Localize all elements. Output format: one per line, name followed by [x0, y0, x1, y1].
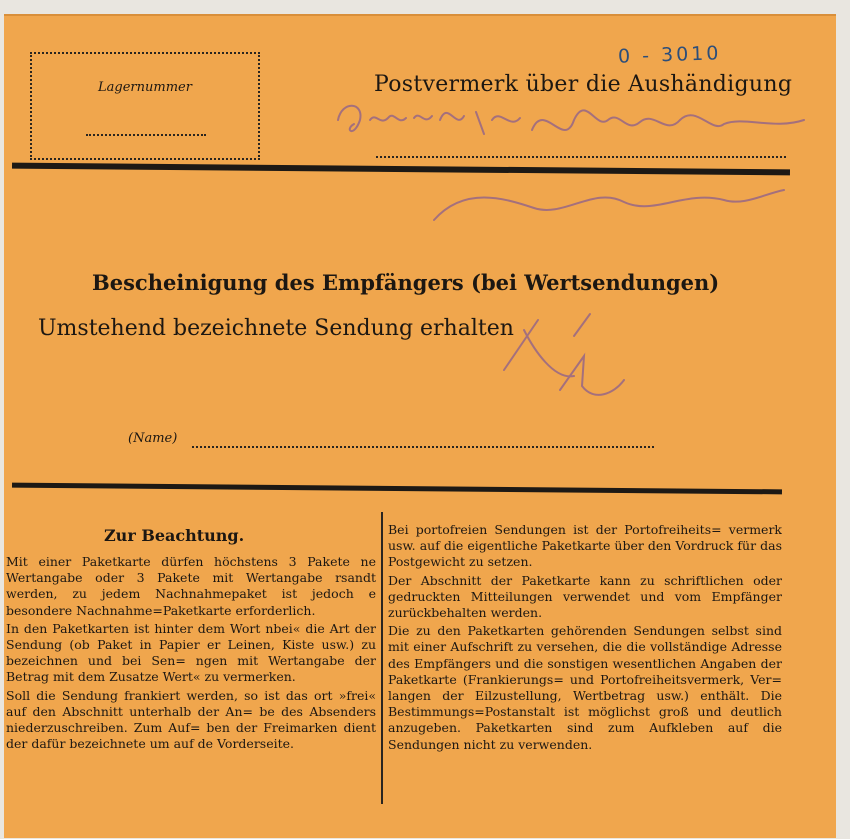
lagernummer-dotted-line — [86, 134, 206, 136]
right-notes-column — [388, 522, 782, 755]
right-paragraph: Bei portofreien Sendungen ist der Portofreiheits= vermerk usw. auf die eigentliche Paketkarte über den Vordruck für das Postgewicht zu setzen. — [388, 522, 782, 570]
name-label: (Name) — [128, 431, 178, 446]
parcel-card — [4, 14, 836, 838]
lagernummer-box — [30, 52, 260, 160]
left-paragraph: In den Paketkarten ist hinter dem Wort nbei« die Art der Sendung (ob Paket in Papier er Leinen, Kiste usw.) zu bezeichnen und bei Sen= ngen mit Wertangabe der Betrag mit dem Zusatze Wert« zu vermerken. — [6, 620, 376, 685]
right-paragraph: Die zu den Paketkarten gehörenden Sendungen selbst sind mit einer Aufschrift zu versehen, die die vollständige Adresse des Empfängers und die sonstigen wesentlichen Angaben der Paketkarte (Frankierungs= und Portofreiheitsvermerk, Ver= langen der Eilzustellung, Wertbetrag usw.) enthält. Die Bestimmungs=Postanstalt ist möglichst groß und deutlich anzugeben. Paketkarten sind zum Aufkleben auf die Sendungen nicht zu verwenden. — [388, 623, 782, 752]
beachtung-title: Zur Beachtung. — [104, 526, 245, 545]
lagernummer-label: Lagernummer — [98, 80, 192, 95]
certificate-heading: Bescheinigung des Empfängers (bei Wertsendungen) — [92, 270, 720, 295]
bottom-divider — [12, 483, 782, 495]
handwritten-signature — [324, 90, 824, 430]
column-divider — [381, 512, 383, 804]
left-notes-column — [6, 554, 376, 754]
pencil-note: 0 - 3010 — [617, 42, 722, 68]
name-dotted-line — [192, 446, 654, 448]
received-text: Umstehend bezeichnete Sendung erhalten — [38, 316, 514, 341]
right-paragraph: Der Abschnitt der Paketkarte kann zu schriftlichen oder gedruckten Mitteilungen verwendet und vom Empfänger zurückbehalten werden. — [388, 572, 782, 621]
postvermerk-title: Postvermerk über die Aushändigung — [374, 72, 793, 97]
left-paragraph: Soll die Sendung frankiert werden, so ist das ort »frei« auf den Abschnitt unterhalb der An= be des Absenders niederzuschreiben. Zum Auf= ben der Freimarken dient der dafür bezeichnete um auf de Vorderseite. — [6, 687, 376, 752]
left-paragraph: Mit einer Paketkarte dürfen höchstens 3 Pakete ne Wertangabe oder 3 Pakete mit Wertangabe rsandt werden, zu jedem Nachnahmepaket ist jedoch e besondere Nachnahme=Paketkarte erforderlich. — [6, 554, 376, 618]
